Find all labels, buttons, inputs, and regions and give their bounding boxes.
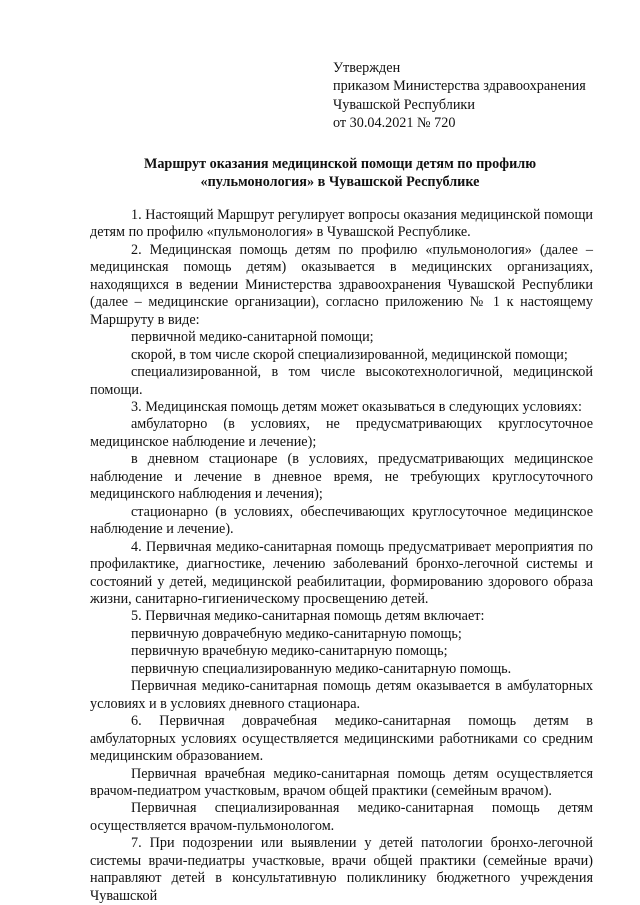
paragraph-6-specialist: Первичная специализированная медико-санитарная помощь детям осуществляется врачом-пульмонологом. [90, 800, 593, 834]
approval-block [333, 59, 623, 133]
paragraph-6: 6. Первичная доврачебная медико-санитарная помощь детям в амбулаторных условиях осуществляется медицинскими работниками со средним медицинским образованием. [90, 713, 593, 765]
list-item-specialized-care: специализированной, в том числе высокотехнологичной, медицинской помощи. [90, 364, 593, 398]
list-item-inpatient: стационарно (в условиях, обеспечивающих круглосуточное медицинское наблюдение и лечение). [90, 503, 593, 538]
approval-line-order: приказом Министерства здравоохранения [333, 78, 586, 95]
paragraph-2: 2. Медицинская помощь детям по профилю «пульмонология» (далее – медицинская помощь детям) оказывается в медицинских организациях, находящихся в ведении Министерства здравоохранения Чувашской Республики (далее – медицинские организации), согласно приложению № 1 к настоящему Маршруту в виде: [90, 241, 593, 328]
list-item-physician: первичную врачебную медико-санитарную помощь; [131, 643, 448, 660]
paragraph-5: 5. Первичная медико-санитарная помощь детям включает: [131, 608, 485, 625]
approval-line-approved: Утвержден [333, 60, 401, 76]
paragraph-6-physician: Первичная врачебная медико-санитарная помощь детям осуществляется врачом-педиатром участковым, врачом общей практики (семейным врачом). [90, 765, 593, 799]
list-item-day-hospital: в дневном стационаре (в условиях, предусматривающих медицинское наблюдение и лечение в дневное время, не требующих круглосуточного медицинского наблюдения и лечения); [90, 451, 593, 503]
list-item-prephysician: первичную доврачебную медико-санитарную помощь; [131, 625, 462, 642]
paragraph-3: 3. Медицинская помощь детям может оказываться в следующих условиях: [131, 398, 582, 415]
paragraph-1: 1. Настоящий Маршрут регулирует вопросы оказания медицинской помощи детям по профилю «пульмонология» в Чувашской Республике. [90, 207, 593, 241]
title-line-1: Маршрут оказания медицинской помощи детям по профилю [143, 156, 537, 172]
list-item-specialized-primary: первичную специализированную медико-санитарную помощь. [131, 660, 512, 677]
paragraph-4: 4. Первичная медико-санитарная помощь предусматривает мероприятия по профилактике, диагностике, лечению заболеваний бронхо-легочной системы и состояний у детей, медицинской реабилитации, формированию здорового образа жизни, санитарно-гигиеническому просвещению детей. [90, 538, 593, 607]
paragraph-5-note: Первичная медико-санитарная помощь детям оказывается в амбулаторных условиях и в условиях дневного стационара. [90, 678, 593, 712]
document-body [90, 207, 593, 905]
list-item-primary-care: первичной медико-санитарной помощи; [131, 329, 374, 346]
approval-line-republic: Чувашской Республики [333, 96, 475, 113]
list-item-emergency-care: скорой, в том числе скорой специализированной, медицинской помощи; [131, 346, 568, 363]
title-line-2: «пульмонология» в Чувашской Республике [200, 174, 480, 191]
approval-line-date: от 30.04.2021 № 720 [333, 115, 456, 132]
document-title [90, 155, 590, 192]
paragraph-7: 7. При подозрении или выявлении у детей патологии бронхо-легочной системы врачи-педиатры участковые, врачи общей практики (семейные врачи) направляют детей в консультативную поликлинику бюджетного учреждения Чувашской [90, 835, 593, 904]
list-item-outpatient: амбулаторно (в условиях, не предусматривающих круглосуточное медицинское наблюдение и лечение); [90, 416, 593, 450]
